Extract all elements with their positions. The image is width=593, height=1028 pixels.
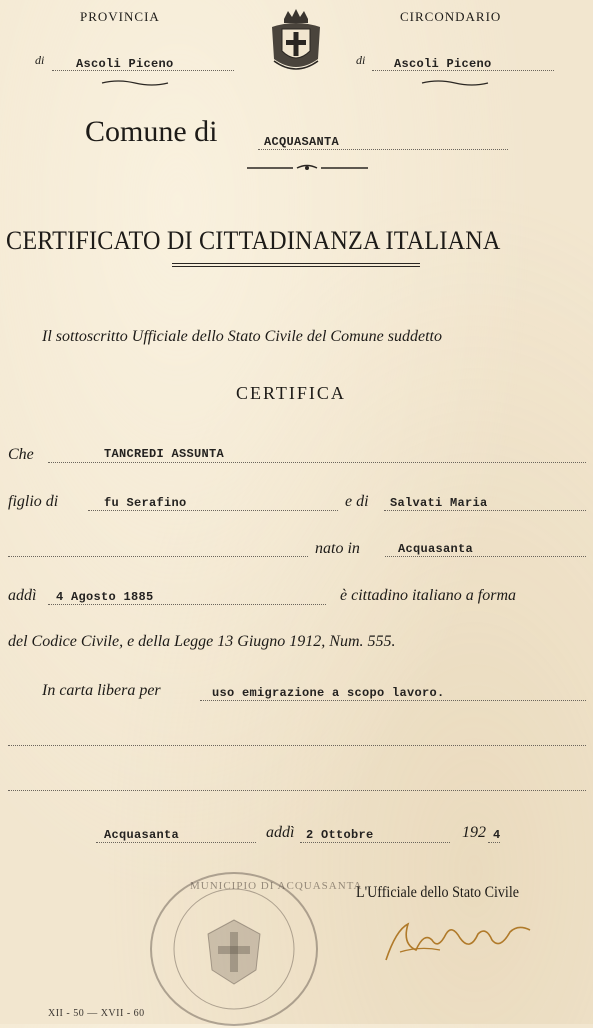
savoy-coat-of-arms-icon	[266, 5, 326, 77]
birthplace-line	[385, 556, 586, 557]
issue-year-suffix: 4	[493, 828, 501, 842]
nato-label: nato in	[315, 540, 360, 557]
left-ornament	[100, 78, 170, 88]
title-underline	[172, 263, 420, 267]
province-value: Ascoli Piceno	[76, 57, 174, 71]
e-di-label: e di	[345, 493, 369, 510]
purpose-line	[200, 700, 586, 701]
issue-year-prefix: 192	[462, 824, 486, 841]
circondario-line	[372, 70, 554, 71]
circondario-label: CIRCONDARIO	[400, 9, 502, 24]
circondario-value: Ascoli Piceno	[394, 57, 492, 71]
birthplace-value: Acquasanta	[398, 542, 474, 556]
comune-label: Comune di	[85, 115, 218, 148]
comune-value: ACQUASANTA	[264, 135, 340, 149]
intro-text: Il sottoscritto Ufficiale dello Stato Civile del Comune suddetto	[42, 328, 442, 345]
right-ornament	[420, 78, 490, 88]
carta-libera-label: In carta libera per	[42, 682, 161, 699]
birthdate-line	[48, 604, 326, 605]
figlio-label: figlio di	[8, 493, 59, 510]
provincia-label: PROVINCIA	[80, 9, 160, 24]
comune-line	[258, 149, 508, 150]
document-title: CERTIFICATO DI CITTADINANZA ITALIANA	[6, 226, 501, 255]
blank-line-2	[8, 745, 586, 746]
father-line	[88, 510, 338, 511]
di-right-label: di	[356, 53, 366, 67]
issue-place-line	[96, 842, 256, 843]
birthdate-value: 4 Agosto 1885	[56, 590, 154, 604]
mother-name: Salvati Maria	[390, 496, 488, 510]
di-left-label: di	[35, 53, 45, 67]
che-line	[48, 462, 586, 463]
issue-date: 2 Ottobre	[306, 828, 374, 842]
father-name: fu Serafino	[104, 496, 187, 510]
municipal-stamp	[150, 872, 318, 1026]
cittadino-text: è cittadino italiano a forma	[340, 587, 516, 604]
province-line	[52, 70, 234, 71]
blank-line-3	[8, 790, 586, 791]
issue-date-line	[300, 842, 450, 843]
stamp-text: MUNICIPIO DI ACQUASANTA	[190, 880, 363, 892]
issue-place: Acquasanta	[104, 828, 180, 842]
che-label: Che	[8, 446, 34, 463]
comune-ornament	[245, 163, 370, 173]
certifica-heading: CERTIFICA	[236, 383, 346, 403]
closing-addi-label: addì	[266, 824, 295, 841]
legal-text: del Codice Civile, e della Legge 13 Giugno 1912, Num. 555.	[8, 633, 396, 650]
form-code: XII - 50 — XVII - 60	[48, 1008, 145, 1019]
stamp-seal-graphic	[152, 874, 316, 1024]
holder-name: TANCREDI ASSUNTA	[104, 447, 225, 461]
officer-signature	[380, 910, 540, 970]
blank-line-1	[8, 556, 308, 557]
issue-year-line	[488, 842, 500, 843]
addi-label: addì	[8, 587, 37, 604]
mother-line	[384, 510, 586, 511]
officer-title: L'Ufficiale dello Stato Civile	[356, 884, 519, 901]
purpose-value: uso emigrazione a scopo lavoro.	[212, 686, 445, 700]
